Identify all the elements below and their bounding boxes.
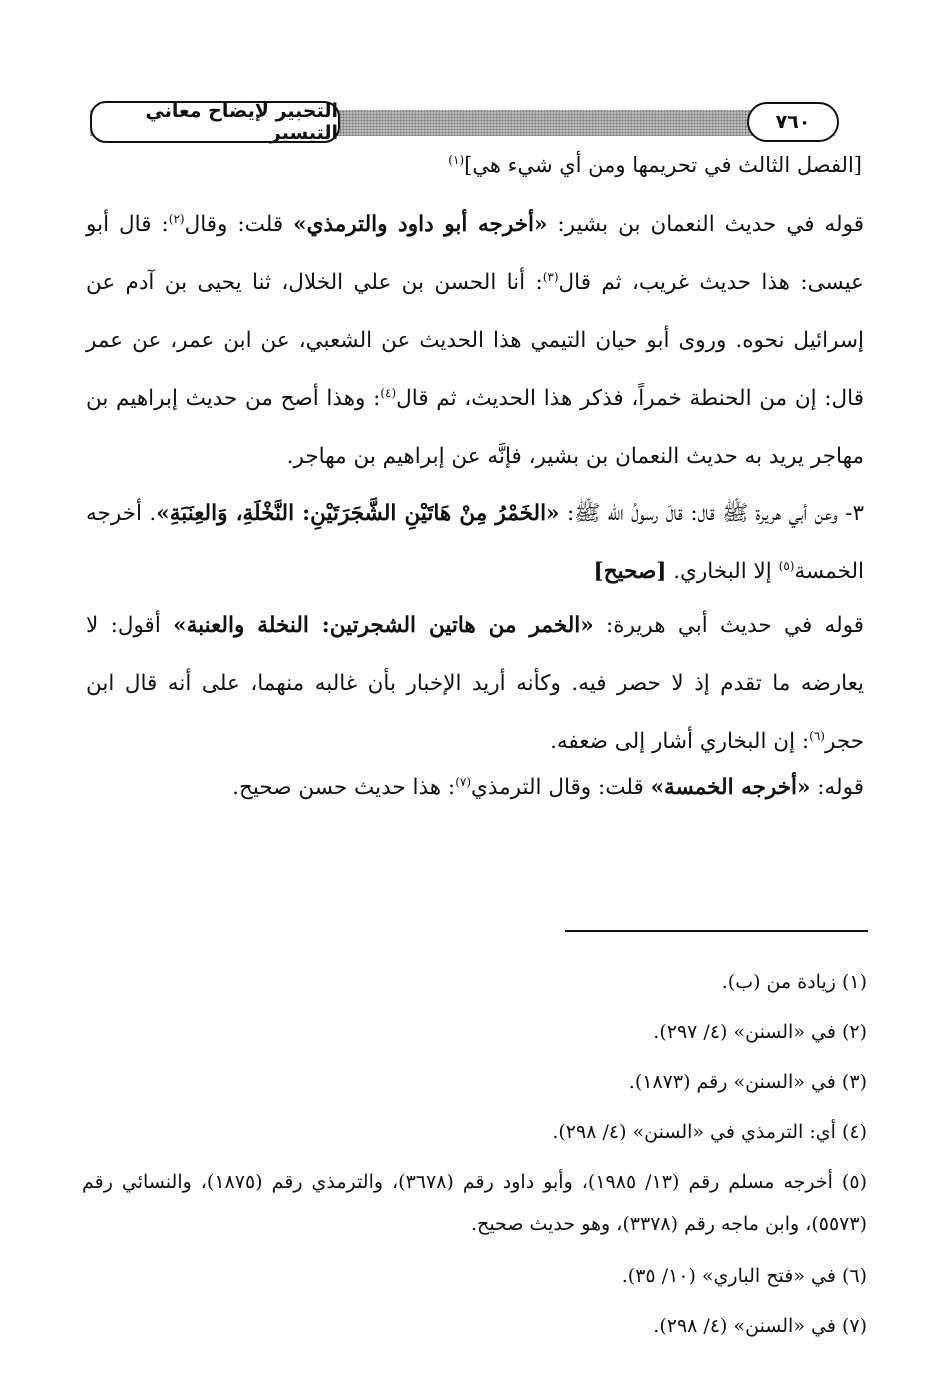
footnote-ref: (٧)	[455, 774, 472, 789]
text: : هذا حديث حسن صحيح.	[232, 775, 456, 800]
footnote-separator	[565, 930, 868, 932]
footnote-item: (٢) في «السنن» (٤/ ٢٩٧).	[653, 1021, 867, 1043]
quoted-text: «الخمر من هاتين الشجرتين: النخلة والعنبة»	[173, 613, 594, 638]
footnote-ref: (٦)	[809, 728, 825, 743]
text: : أنا الحسن بن علي الخلال، ثنا يحيى بن آدم عن إسرائيل نحوه. وروى أبو حيان التيمي هذا الحديث عن الشعبي، عن ابن عمر، عن عمر قال: إن من الحنطة خمراً، فذكر هذا الحديث، ثم قال	[86, 270, 865, 411]
page-number: ٧٦٠	[775, 111, 811, 133]
footnote-ref: (٢)	[168, 211, 185, 226]
text: : إن البخاري أشار إلى ضعفه.	[550, 729, 810, 754]
text: ٣- وعن أبي هريرة ﷺ قال: قالَ رسولُ الله ﷺ:	[559, 501, 864, 526]
hadith-text: «الخَمْرُ مِنْ هَاتَيْنِ الشَّجَرَتَيْنِ: النَّخْلَةِ، وَالعِنَبَةِ»	[156, 501, 560, 526]
book-title: التحبير لإيضاح معاني التيسير	[145, 100, 338, 144]
footnote-item: (٣) في «السنن» رقم (١٨٧٣).	[628, 1071, 867, 1093]
text: : قال أبو عيسى: هذا حديث غريب، ثم قال	[86, 212, 865, 295]
footnotes	[82, 957, 867, 1351]
page-number-box	[747, 102, 839, 142]
footnote-ref: (٤)	[380, 385, 397, 400]
footnote-ref: (١)	[448, 153, 465, 167]
quoted-text: «أخرجه الخمسة»	[650, 775, 811, 800]
paragraph-commentary-3	[86, 770, 864, 806]
text: . أخرجه الخمسة	[86, 501, 864, 584]
footnote-item: (١) زيادة من (ب).	[721, 971, 867, 993]
footnote-ref: (٣)	[542, 269, 559, 284]
text: أقول: لا يعارضه ما تقدم إذ لا حصر فيه. وكأنه أريد الإخبار بأن غالبه منهما، على أنه قال ابن حجر	[86, 613, 864, 754]
footnote-item: (٥) أخرجه مسلم رقم (١٣/ ١٩٨٥)، وأبو داود رقم (٣٦٧٨)، والترمذي رقم (١٨٧٥)، والنسائي رقم (٥٥٧٣)، وابن ماجه رقم (٣٣٧٨)، وهو حديث صحيح.	[82, 1171, 867, 1235]
footnote-item: (٤) أي: الترمذي في «السنن» (٤/ ٢٩٨).	[552, 1121, 867, 1143]
text: قوله في حديث النعمان بن بشير:	[547, 212, 864, 237]
text: : وهذا أصح من حديث إبراهيم بن مهاجر يريد به حديث النعمان بن بشير، فإنَّه عن إبراهيم بن مهاجر.	[86, 386, 864, 469]
text: قوله في حديث أبي هريرة:	[593, 613, 865, 638]
book-title-box	[90, 101, 340, 143]
section-heading-text: [الفصل الثالث في تحريمها ومن أي شيء هي]	[464, 153, 862, 177]
footnote-item: (٧) في «السنن» (٤/ ٢٩٨).	[653, 1315, 867, 1337]
text: قلت: وقال	[184, 212, 294, 237]
grade-label: [صحيح]	[593, 559, 667, 584]
paragraph-commentary-1	[86, 196, 864, 486]
section-heading	[82, 148, 862, 182]
text: قوله:	[810, 775, 864, 800]
text: إلا البخاري.	[666, 559, 779, 584]
footnote-item: (٦) في «فتح الباري» (١٠/ ٣٥).	[621, 1265, 867, 1287]
paragraph-hadith-3	[86, 485, 864, 601]
text: قلت: وقال الترمذي	[471, 775, 651, 800]
quoted-text: «أخرجه أبو داود والترمذي»	[293, 212, 548, 237]
paragraph-commentary-2	[86, 597, 864, 771]
footnote-ref: (٥)	[778, 558, 795, 573]
